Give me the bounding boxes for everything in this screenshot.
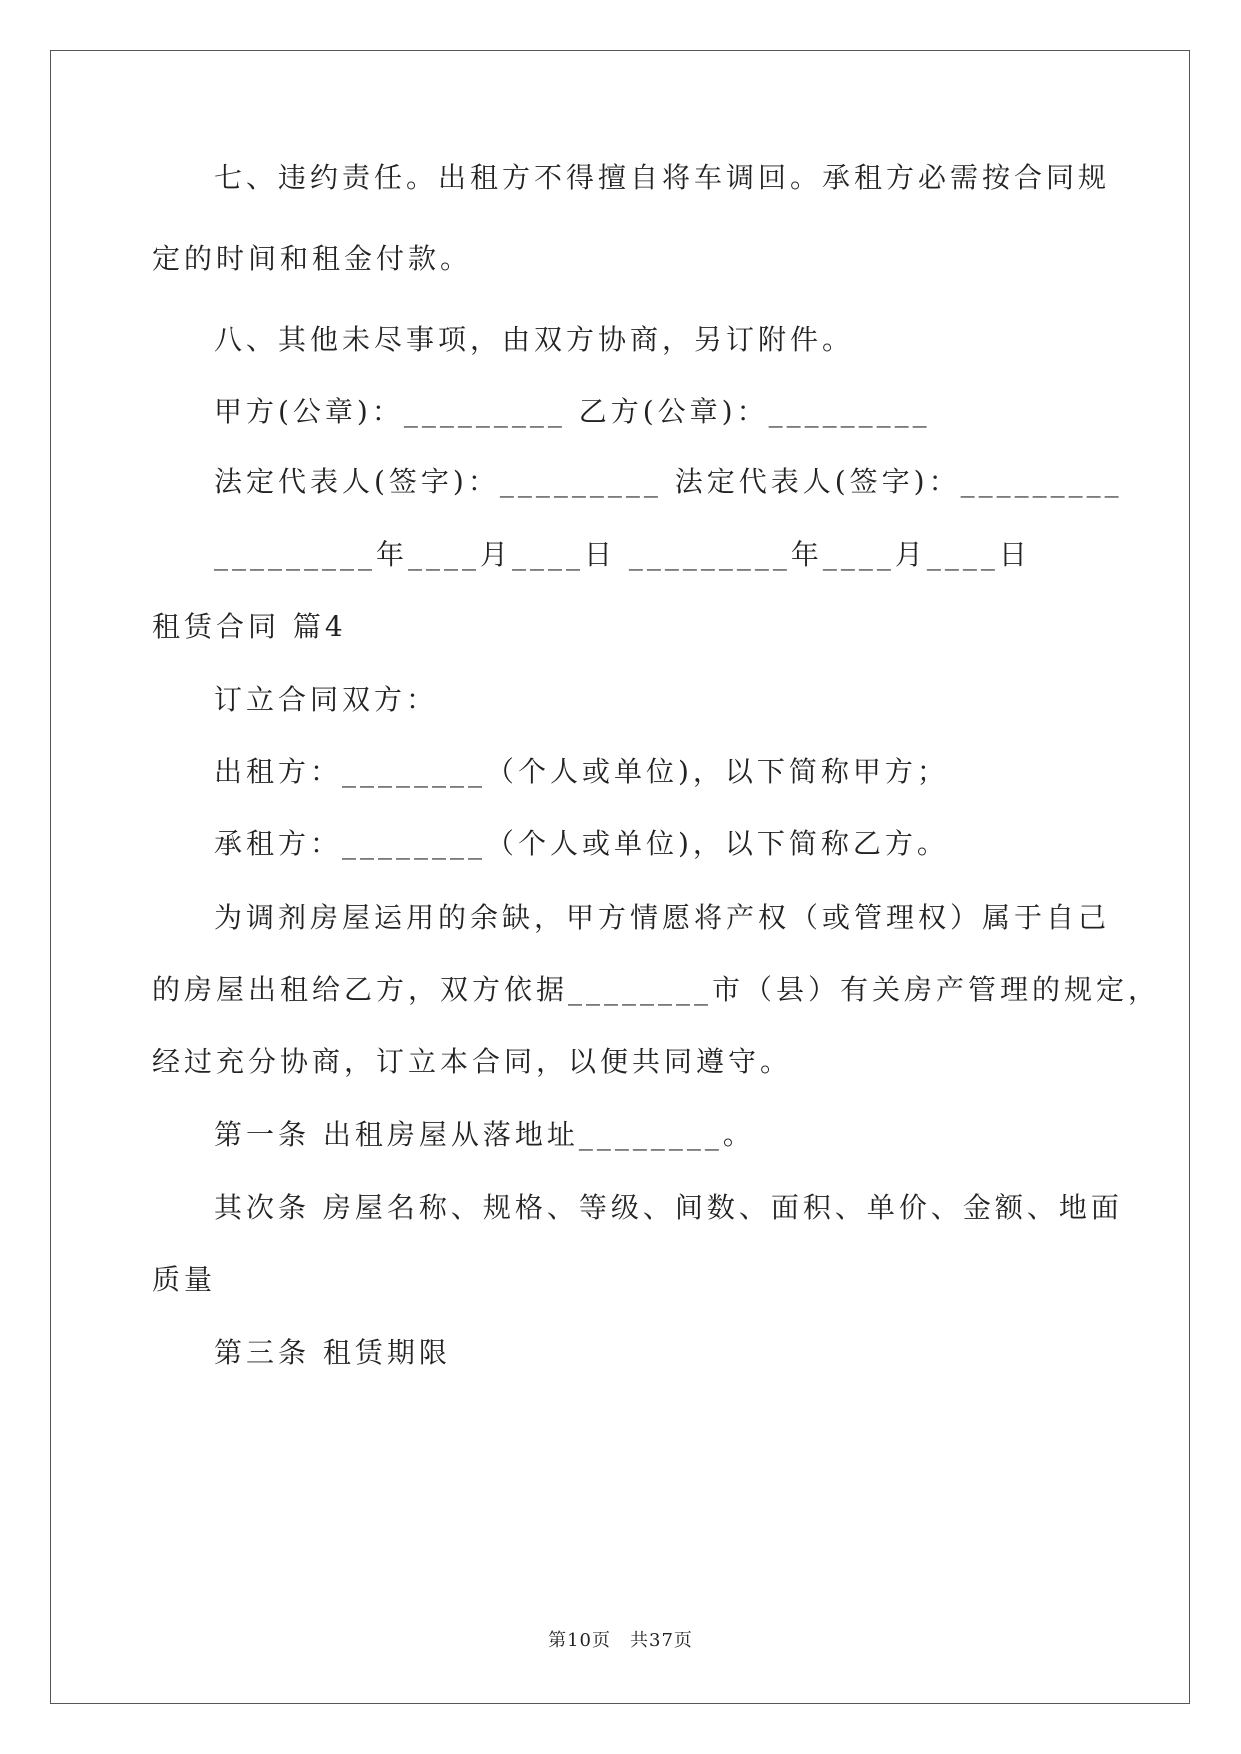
article-line: 其次条 房屋名称、规格、等级、间数、面积、单价、金额、地面	[214, 1191, 1123, 1224]
signature-line-representative: 法定代表人(签字)：_________ 法定代表人(签字)：_________	[214, 465, 1123, 498]
signature-line-date: _________年____月____日 _________年____月____日	[214, 538, 1031, 571]
paragraph-line: 订立合同双方：	[214, 683, 439, 716]
paragraph-line: 的房屋出租给乙方，双方依据________市（县）有关房产管理的规定，	[152, 973, 1161, 1006]
page-number: 第10页 共37页	[548, 1630, 693, 1651]
page-border	[50, 50, 1190, 1704]
paragraph-line: 质量	[152, 1263, 217, 1296]
paragraph-line: 八、其他未尽事项，由双方协商，另订附件。	[214, 323, 855, 356]
paragraph-line: 定的时间和租金付款。	[152, 242, 473, 275]
party-line-lessee: 承租方：________（个人或单位)，以下简称乙方。	[214, 827, 949, 860]
signature-line-seal: 甲方(公章)：_________ 乙方(公章)：_________	[214, 395, 931, 428]
paragraph-line: 七、违约责任。出租方不得擅自将车调回。承租方必需按合同规	[214, 161, 1111, 194]
section-title: 租赁合同 篇4	[152, 610, 347, 643]
article-line: 第三条 租赁期限	[214, 1336, 451, 1369]
paragraph-line: 为调剂房屋运用的余缺，甲方情愿将产权（或管理权）属于自己	[214, 901, 1111, 934]
party-line-lessor: 出租方：________（个人或单位)，以下简称甲方；	[214, 755, 949, 788]
paragraph-line: 经过充分协商，订立本合同，以便共同遵守。	[152, 1045, 793, 1078]
article-line: 第一条 出租房屋从落地址________。	[214, 1118, 755, 1151]
